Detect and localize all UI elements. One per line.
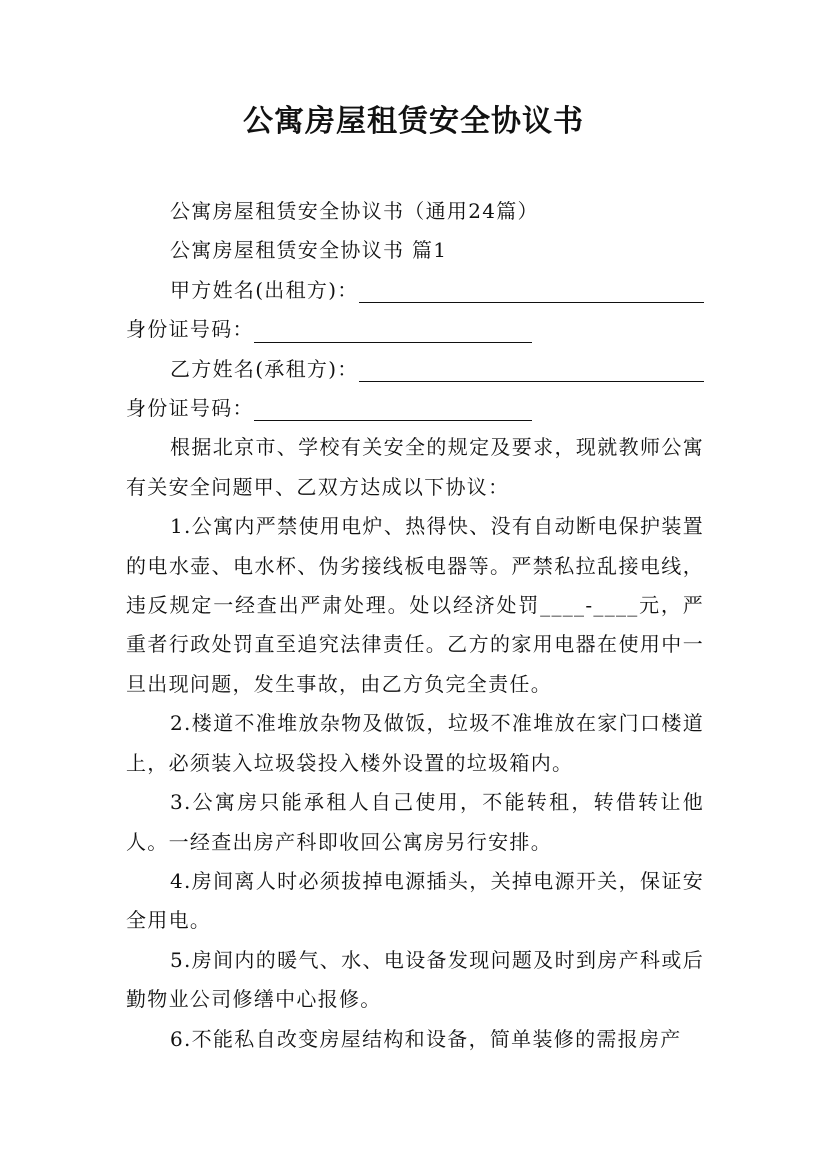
party-a-name-row bbox=[126, 271, 704, 310]
document-title: 公寓房屋租赁安全协议书 bbox=[243, 104, 584, 139]
clause-6: 6.不能私自改变房屋结构和设备，简单装修的需报房产 bbox=[170, 1026, 682, 1051]
party-a-name-blank bbox=[359, 276, 704, 303]
section-heading: 公寓房屋租赁安全协议书 篇1 bbox=[170, 238, 448, 263]
party-b-name-label: 乙方姓名(承租方)： bbox=[170, 356, 359, 381]
party-a-id-label: 身份证号码： bbox=[126, 317, 254, 342]
clause-4: 4.房间离人时必须拔掉电源插头，关掉电源开关，保证安全用电。 bbox=[126, 868, 704, 933]
party-b-id-blank bbox=[254, 394, 532, 421]
clause-2: 2.楼道不准堆放杂物及做饭，垃圾不准堆放在家门口楼道上，必须装入垃圾袋投入楼外设置的垃圾箱内。 bbox=[126, 711, 704, 775]
clause-3: 3.公寓房只能承租人自己使用，不能转租，转借转让他人。一经查出房产科即收回公寓房另行安排。 bbox=[126, 790, 704, 854]
party-b-id-row bbox=[126, 389, 704, 428]
intro-paragraph: 根据北京市、学校有关安全的规定及要求，现就教师公寓有关安全问题甲、乙双方达成以下协议： bbox=[126, 435, 704, 499]
party-a-id-row bbox=[126, 310, 704, 349]
subtitle-line: 公寓房屋租赁安全协议书（通用24篇） bbox=[170, 199, 539, 223]
party-a-name-label: 甲方姓名(出租方)： bbox=[170, 277, 359, 302]
party-b-id-label: 身份证号码： bbox=[126, 396, 254, 421]
document-body bbox=[126, 192, 704, 1059]
party-b-name-blank bbox=[359, 355, 704, 382]
party-b-name-row bbox=[126, 350, 704, 389]
clause-1: 1.公寓内严禁使用电炉、热得快、没有自动断电保护装置的电水壶、电水杯、伪劣接线板电器等。严禁私拉乱接电线，违反规定一经查出严肃处理。处以经济处罚____-____元，严重者行政处罚直至追究法律责任。乙方的家用电器在使用中一旦出现问题，发生事故，由乙方负完全责任。 bbox=[126, 514, 704, 696]
party-a-id-blank bbox=[254, 316, 532, 343]
clause-5: 5.房间内的暖气、水、电设备发现问题及时到房产科或后勤物业公司修缮中心报修。 bbox=[126, 947, 704, 1012]
